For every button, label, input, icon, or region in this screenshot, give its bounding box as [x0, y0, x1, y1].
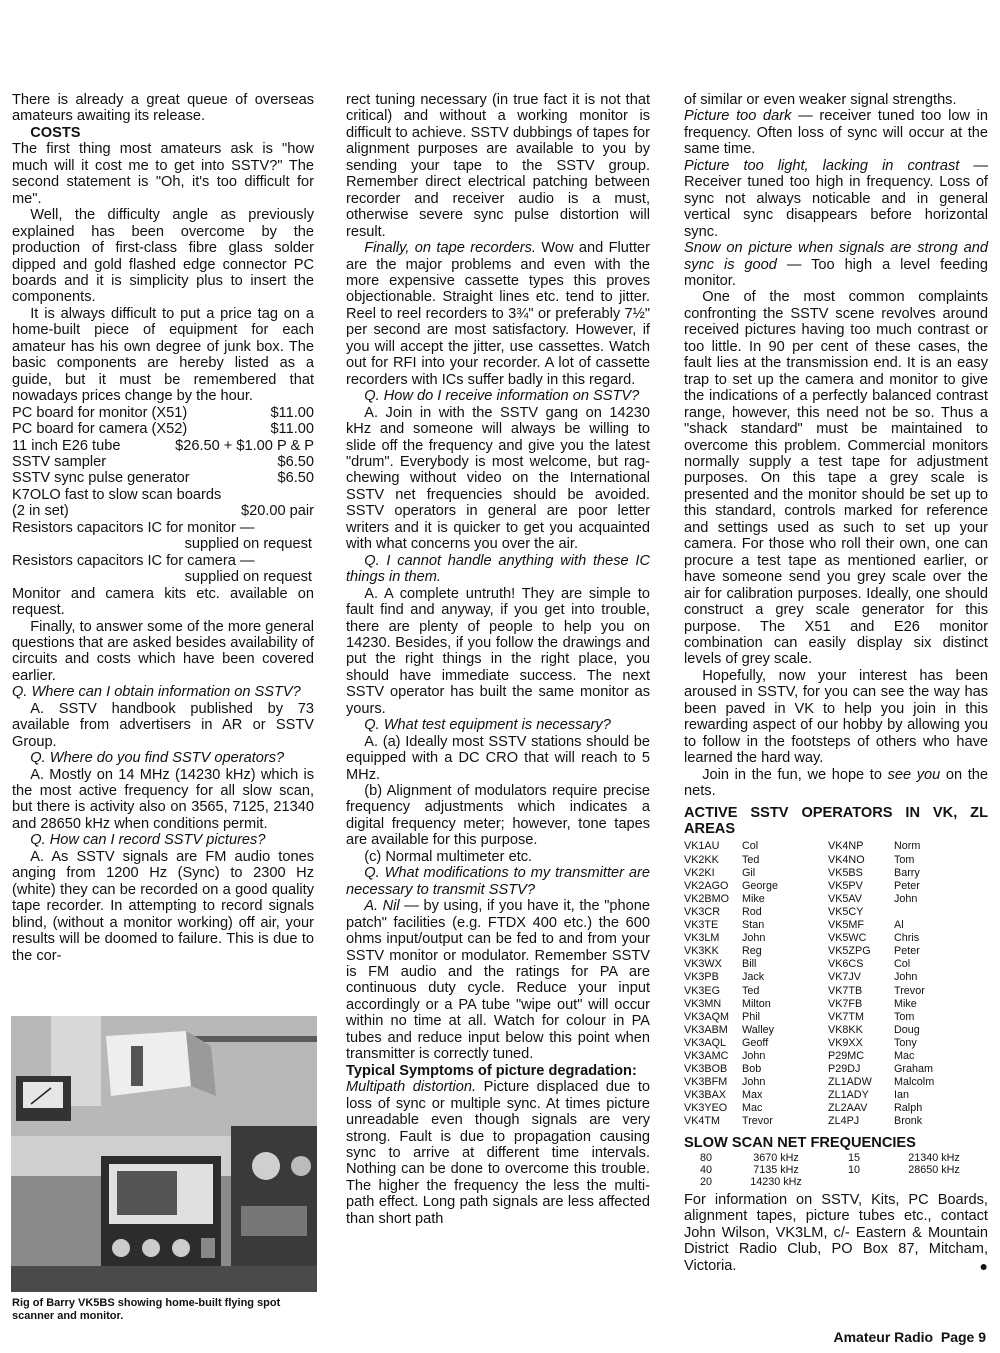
callsign-cell: VK4NP — [828, 840, 864, 853]
price-item: PC board for camera (X52) — [12, 421, 188, 438]
run-in-lead: Snow on picture when signals are strong and sync is good — [684, 240, 988, 273]
price-value: supplied on request — [184, 536, 312, 553]
paragraph: Finally, to answer some of the more general questions that are asked besides availability of circuits and costs which have been covered earlier. — [12, 618, 314, 684]
table-row — [684, 867, 984, 880]
rig-photo — [11, 1016, 317, 1292]
run-in-lead: Finally, on tape recorders. — [364, 240, 536, 257]
question: Q. How do I receive information on SSTV? — [364, 388, 640, 405]
table-row — [684, 880, 984, 893]
frequency-cell: 28650 kHz — [908, 1164, 960, 1176]
callsign-cell: VK3WX — [684, 958, 722, 971]
paragraph-text: — by using, if you have it, the "phone patch" facilities (e.g. FTDX 400 etc.) the 600 ohms input/output can be fed to and from your SSTV monitor or modulator. Remember SSTV is FM audio and the ratings for PA are continuous duty cycle. Reduce your input accordingly or a PA tube "wipe out" will occur within no time at all. Watch for colour in PA tubes and reduce input below this point when transmitter is correctly tuned. — [346, 898, 650, 1063]
answer: A. SSTV handbook published by 73 available from advertisers in AR or SSTV Group. — [12, 700, 314, 750]
paragraph — [684, 108, 988, 157]
callsign-cell: ZL4PJ — [828, 1115, 860, 1128]
price-item: Resistors capacitors IC for camera — — [12, 552, 255, 569]
net-frequencies-heading: SLOW SCAN NET FREQUENCIES — [684, 1134, 916, 1151]
price-row — [12, 405, 314, 421]
paragraph-text: For information on SSTV, Kits, PC Boards, alignment tapes, picture tubes etc., contact John Wilson, VK3LM, c/- Eastern & Mountain District Radio Club, PO Box 87, Mitcham, Victoria. — [684, 1192, 988, 1274]
answer: A. (a) Ideally most SSTV stations should be equipped with a DC CRO that will reach to 5 MHz. — [346, 733, 650, 783]
callsign-cell: P29MC — [828, 1049, 865, 1062]
paragraph — [684, 158, 988, 240]
operator-name-cell: Peter — [894, 879, 920, 892]
callsign-cell: VK1AU — [684, 840, 720, 853]
callsign-cell: VK5ZPG — [828, 945, 871, 958]
callsign-cell: VK5WC — [828, 932, 867, 945]
table-row — [684, 854, 984, 867]
table-row — [684, 1063, 984, 1076]
answer: (c) Normal multimeter etc. — [364, 848, 533, 865]
paragraph: rect tuning necessary (in true fact it is not that critical) and without a working monitor is difficult to achieve. SSTV dubbings of tapes for alignment purposes are available to you by sending your tape to the SSTV group. Remember direct electrical patching between recorder and receiver audio is a must, otherwise severe sync pulse distortion will result. — [346, 92, 650, 240]
answer — [346, 898, 650, 1063]
table-row — [684, 1102, 984, 1115]
callsign-cell: VK3BFM — [684, 1076, 728, 1089]
operator-name-cell: Reg — [742, 945, 762, 958]
paragraph-text: Wow and Flutter are the major problems and even with the more expensive cassette types this proves objectionable. Straight lines etc. tend to jitter. Reel to reel recorders to 3¾" or preferably 7½" per second are most satisfactory. However, if you will accept the jitter, use cassettes. Watch out for RFI into your recorder. A lot of cassette recorders with ICs suffer badly in this regard. — [346, 240, 650, 388]
frequency-cell: 7135 kHz — [753, 1164, 799, 1176]
paragraph: One of the most common complaints confronting the SSTV scene revolves around received pictures having too much contrast or too little. In 90 per cent of these cases, the fault lies at the transmission end. It is an easy trap to set up the camera and monitor to give the indications of a perfectly balanced contrast range, however, this need not be so. Thus a "shack standard" must be maintained to overcome this problem. Commercial monitors normally supply a test tape for adjustment purposes. On this tape a grey scale is presented and the monitor should be set up to this standard, controls marked for reference and settings used as such to set up your camera. For those who roll their own, one can procure a test tape as mentioned earlier, or have someone send you grey scale over the air for calibration purposes. Ideally, one should construct a grey scale generator for this purpose. The X51 and E26 monitor combination can easily display six distinct levels of grey scale. — [684, 289, 988, 668]
price-item: K7OLO fast to slow scan boards — [12, 486, 222, 503]
operator-name-cell: Mac — [742, 1102, 763, 1115]
operators-table — [684, 840, 984, 1128]
rig-photo-image — [11, 1016, 317, 1292]
operator-name-cell: Doug — [894, 1023, 920, 1036]
band-cell: 40 — [699, 1164, 712, 1176]
price-value: $11.00 — [270, 421, 314, 438]
operator-name-cell: Rod — [742, 905, 762, 918]
callsign-cell: VK2AGO — [684, 879, 729, 892]
price-item: Resistors capacitors IC for monitor — — [12, 519, 255, 536]
paragraph: of similar or even weaker signal strengths. — [684, 92, 957, 108]
paragraph-text: — receiver tuned too low in frequency. Often loss of sync will occur at the same time. — [684, 108, 988, 158]
question: Q. What modifications to my transmitter are necessary to transmit SSTV? — [346, 865, 650, 898]
operator-name-cell: Graham — [894, 1063, 934, 1076]
operator-name-cell: John — [894, 892, 918, 905]
price-row — [12, 503, 314, 519]
operator-name-cell: Bill — [742, 958, 757, 971]
operator-name-cell: Geoff — [742, 1036, 769, 1049]
price-value: $26.50 + $1.00 P & P — [175, 437, 314, 454]
run-in-lead: Picture too light, lacking in contrast — [684, 157, 960, 174]
question: Q. I cannot handle anything with these IC things in them. — [346, 552, 650, 586]
paragraph-text: Join in the fun, we hope to — [702, 766, 888, 783]
callsign-cell: VK9XX — [828, 1036, 863, 1049]
column-2 — [346, 92, 650, 1227]
operator-name-cell: Ian — [894, 1089, 910, 1102]
frequency-cell: 21340 kHz — [908, 1152, 960, 1164]
frequency-cell — [884, 1176, 984, 1188]
callsign-cell: VK7TB — [828, 984, 863, 997]
callsign-cell: P29DJ — [828, 1063, 861, 1076]
paragraph: Hopefully, now your interest has been aroused in SSTV, for you can see the way has been paved in VK to help you join in this rewarding aspect of our hobby by allowing you to follow in the footsteps of others who have learned the hard way. — [684, 667, 988, 767]
operator-name-cell: Ted — [742, 853, 760, 866]
table-row — [684, 1024, 984, 1037]
operator-name-cell: Peter — [894, 945, 920, 958]
callsign-cell: VK3YEO — [684, 1102, 728, 1115]
table-row — [684, 1089, 984, 1102]
table-row — [684, 958, 984, 971]
callsign-cell: VK3AQM — [684, 1010, 730, 1023]
paragraph — [684, 240, 988, 289]
callsign-cell: VK2KK — [684, 853, 719, 866]
paragraph: Monitor and camera kits etc. available on request. — [12, 585, 314, 619]
table-row — [684, 1076, 984, 1089]
callsign-cell: VK3AQL — [684, 1036, 727, 1049]
callsign-cell: VK3KK — [684, 945, 719, 958]
question: Q. Where can I obtain information on SSTV? — [12, 684, 301, 701]
operator-name-cell: Col — [742, 840, 759, 853]
answer: (b) Alignment of modulators require precise frequency adjustments which indicates a digital frequency meter; however, tone tapes are available for this purpose. — [346, 783, 650, 849]
operator-name-cell: Trevor — [894, 984, 925, 997]
callsign-cell: VK5AV — [828, 892, 863, 905]
net-frequencies-table — [684, 1152, 984, 1188]
band-cell: 80 — [699, 1152, 712, 1164]
table-row — [684, 945, 984, 958]
price-item: SSTV sync pulse generator — [12, 470, 190, 487]
paragraph: There is already a great queue of overseas amateurs awaiting its release. — [12, 92, 314, 125]
table-row — [684, 1115, 984, 1128]
price-value: $6.50 — [277, 470, 314, 487]
operator-name-cell: Phil — [742, 1010, 761, 1023]
operator-name-cell: John — [742, 932, 766, 945]
price-row — [12, 421, 314, 437]
table-row — [684, 1011, 984, 1024]
paragraph-text: Picture displaced due to loss of sync or multiple sync. At times picture unreadable even though signals are very strong. Fault is due to propagation causing sync to arrive at different time intervals. Nothing can be done to overcome this trouble. The higher the frequency the less the multi-path effect. Long path signals are less affected than short path — [346, 1079, 650, 1227]
emphasis: see you — [887, 766, 941, 783]
callsign-cell: ZL2AAV — [828, 1102, 868, 1115]
callsign-cell: VK7JV — [828, 971, 862, 984]
price-value: $20.00 pair — [240, 503, 314, 520]
page-footer: Amateur Radio Page 9 — [833, 1329, 986, 1345]
callsign-cell: VK4NO — [828, 853, 865, 866]
section-heading-costs: COSTS — [30, 124, 81, 141]
table-row — [684, 1152, 984, 1164]
price-list — [12, 405, 314, 586]
photo-caption: Rig of Barry VK5BS showing home-built flying spot scanner and monitor. — [12, 1297, 281, 1322]
operator-name-cell: Jack — [742, 971, 765, 984]
price-value: $6.50 — [277, 453, 314, 470]
callsign-cell: VK2KI — [684, 866, 715, 879]
run-in-lead: Picture too dark — [684, 108, 792, 125]
operator-name-cell: Tom — [894, 853, 915, 866]
answer: A. Join in with the SSTV gang on 14230 kHz and someone will always be willing to slide off the frequency and give you the latest "drum". Everybody is most welcome, but rag-chewing without video on the International SSTV net frequencies should be avoided. SSTV operators in general are poor letter writers and it is quicker to get you acquainted with what concerns you over the air. — [346, 404, 650, 553]
paragraph-text: — Too high a level feeding monitor. — [684, 256, 988, 289]
price-row — [12, 438, 314, 454]
operator-name-cell: Mike — [894, 997, 917, 1010]
run-in-lead: A. Nil — [364, 898, 400, 915]
operator-name-cell: Barry — [894, 866, 920, 879]
frequency-cell: 14230 kHz — [750, 1176, 802, 1188]
operator-name-cell: Gil — [742, 866, 756, 879]
operator-name-cell: Mac — [894, 1049, 915, 1062]
callsign-cell: ZL1ADW — [828, 1076, 872, 1089]
table-row — [684, 893, 984, 906]
price-item: PC board for monitor (X51) — [12, 404, 188, 421]
price-item: 11 inch E26 tube — [12, 437, 121, 454]
callsign-cell: ZL1ADY — [828, 1089, 869, 1102]
operator-name-cell: Max — [742, 1089, 763, 1102]
question: Q. Where do you find SSTV operators? — [30, 750, 285, 767]
question: Q. How can I record SSTV pictures? — [30, 832, 266, 849]
table-row — [684, 985, 984, 998]
callsign-cell: VK5BS — [828, 866, 863, 879]
table-row — [684, 1176, 984, 1188]
band-cell: 20 — [699, 1176, 712, 1188]
callsign-cell: VK3TE — [684, 919, 719, 932]
table-row — [684, 932, 984, 945]
paragraph: It is always difficult to put a price tag on a home-built piece of equipment for each amateur has his own degree of junk box. The basic components are hereby listed as a guide, but it must be remembered that nowadays prices change by the hour. — [12, 305, 314, 405]
column-1 — [12, 92, 314, 964]
price-row — [12, 454, 314, 470]
question: Q. What test equipment is necessary? — [364, 717, 611, 734]
contact-paragraph — [684, 1192, 988, 1274]
operator-name-cell: Trevor — [742, 1115, 773, 1128]
table-row — [684, 971, 984, 984]
band-cell: 15 — [847, 1152, 860, 1164]
callsign-cell: VK7TM — [828, 1010, 864, 1023]
operator-name-cell: Norm — [894, 840, 921, 853]
operator-name-cell: John — [742, 1076, 766, 1089]
operator-name-cell: John — [894, 971, 918, 984]
paragraph: Well, the difficulty angle as previously explained has been overcome by the production of first-class fibre glass solder dipped and gold flashed edge connector PC boards and it is simplicity plus to insert the components. — [12, 207, 314, 306]
callsign-cell: VK7FB — [828, 997, 863, 1010]
end-mark-icon: ● — [979, 1257, 988, 1274]
answer: A. A complete untruth! They are simple to fault find and anyway, if you get into trouble, there are plenty of people to help you on 14230. Besides, if you follow the drawings and put the right things in the right place, you should have immediate success. The next SSTV operator has built the same monitor as yours. — [346, 585, 650, 717]
callsign-cell: VK3EG — [684, 984, 721, 997]
operator-name-cell: Chris — [894, 932, 920, 945]
paragraph: The first thing most amateurs ask is "how much will it cost me to get into SSTV?" The second statement is "Oh, it's too difficult for me". — [12, 141, 314, 207]
answer: A. As SSTV signals are FM audio tones anging from 1200 Hz (Sync) to 2300 Hz (white) they can be recorded on a good quality tape recorder. In attempting to record signals blind, (without a monitor working) off air, your results will be doomed to failure. This is due to the cor- — [12, 848, 314, 964]
callsign-cell: VK3AMC — [684, 1049, 729, 1062]
paragraph-text: — Receiver tuned too high in frequency. Loss of sync not always noticable and in general vertical sync disappears before horizontal sync. — [684, 157, 988, 240]
operator-name-cell: Bronk — [894, 1115, 923, 1128]
section-heading-symptoms: Typical Symptoms of picture degradation: — [346, 1062, 637, 1079]
callsign-cell: VK5PV — [828, 879, 863, 892]
paragraph — [684, 767, 988, 800]
price-item: SSTV sampler — [12, 453, 107, 470]
callsign-cell: VK3BAX — [684, 1089, 727, 1102]
callsign-cell: VK2BMO — [684, 892, 730, 905]
callsign-cell: VK3BOB — [684, 1063, 728, 1076]
callsign-cell: VK5CY — [828, 905, 864, 918]
price-item: (2 in set) — [12, 503, 69, 520]
table-row — [684, 998, 984, 1011]
callsign-cell: VK3MN — [684, 997, 722, 1010]
band-cell — [824, 1176, 884, 1188]
answer: A. Mostly on 14 MHz (14230 kHz) which is the most active frequency for all slow scan, but there is activity also on 3565, 7125, 21340 and 28650 kHz when conditions permit. — [12, 766, 314, 832]
operator-name-cell: Col — [894, 958, 911, 971]
operator-name-cell: Milton — [742, 997, 771, 1010]
price-value: supplied on request — [184, 569, 312, 586]
table-row — [684, 1164, 984, 1176]
callsign-cell: VK3LM — [684, 932, 720, 945]
callsign-cell: VK3CR — [684, 905, 721, 918]
callsign-cell: VK4TM — [684, 1115, 720, 1128]
operator-name-cell — [894, 906, 984, 919]
operator-name-cell: Malcolm — [894, 1076, 935, 1089]
callsign-cell: VK3PB — [684, 971, 719, 984]
paragraph — [346, 1079, 650, 1227]
callsign-cell: VK3ABM — [684, 1023, 728, 1036]
price-value: $11.00 — [270, 404, 314, 421]
table-row — [684, 906, 984, 919]
operator-name-cell: Walley — [742, 1023, 774, 1036]
price-row — [12, 470, 314, 486]
table-row — [684, 840, 984, 853]
run-in-lead: Multipath distortion. — [346, 1079, 477, 1096]
operator-name-cell: John — [742, 1049, 766, 1062]
operator-name-cell: Bob — [742, 1063, 762, 1076]
frequency-cell: 3670 kHz — [753, 1152, 799, 1164]
paragraph-text: on the nets. — [684, 766, 988, 800]
operator-name-cell: Ralph — [894, 1102, 923, 1115]
callsign-cell: VK6CS — [828, 958, 864, 971]
callsign-cell: VK8KK — [828, 1023, 863, 1036]
column-3 — [684, 92, 988, 1274]
operator-name-cell: Mike — [742, 892, 765, 905]
operator-name-cell: Ted — [742, 984, 760, 997]
band-cell: 10 — [847, 1164, 860, 1176]
operator-name-cell: Al — [894, 919, 904, 932]
operator-name-cell: Stan — [742, 919, 765, 932]
operator-name-cell: Tony — [894, 1036, 917, 1049]
table-row — [684, 1037, 984, 1050]
table-row — [684, 1050, 984, 1063]
operator-name-cell: Tom — [894, 1010, 915, 1023]
callsign-cell: VK5MF — [828, 919, 864, 932]
paragraph — [346, 240, 650, 388]
table-row — [684, 919, 984, 932]
operator-name-cell: George — [742, 879, 779, 892]
operators-heading: ACTIVE SSTV OPERATORS IN VK, ZL AREAS — [684, 805, 988, 838]
